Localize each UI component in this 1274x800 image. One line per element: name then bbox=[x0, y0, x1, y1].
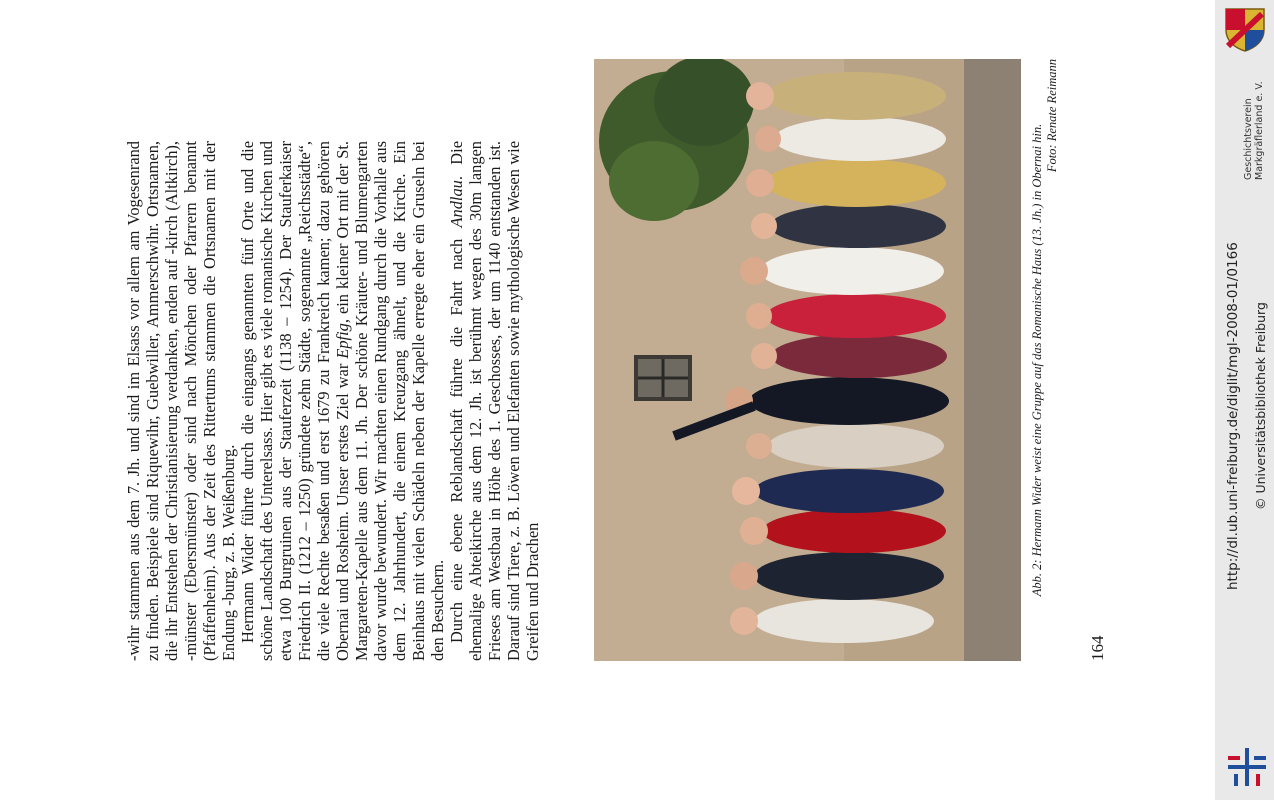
permalink-url[interactable]: http://dl.ub.uni-freiburg.de/diglit/mgl-2008-01/0166 bbox=[1225, 242, 1241, 590]
paragraph-epfig-details: , ein kleiner Ort mit der St. Margareten-Kapelle aus dem 11. Jh. Der schöne Kräuter- und Blumengarten davor wurde bewundert. Wir machten einen Rundgang durch die Vorhalle aus dem 12. Jahrhundert, die einem Kreuzgang ähnelt, und die Kirche. Ein Beinhaus mit vielen Schädeln neben der Kapelle erregte eher ein Gruseln bei den Besuchern. bbox=[333, 141, 447, 661]
coat-of-arms-icon bbox=[1222, 6, 1268, 52]
society-line-2: Markgräflerland e. V. bbox=[1254, 81, 1265, 180]
figure-caption bbox=[1030, 59, 1060, 661]
society-line-1: Geschichtsverein bbox=[1243, 98, 1254, 180]
paragraph-tour-intro: Hermann Wider führte durch die eingangs genannten fünf Orte und die schöne Landschaft des Unterelsass. Hier gibt es viele romanische Kirchen und etwa 100 Burgruinen aus der Stauferzeit (1138 – 1254). Der Stauferkaiser Friedrich II. (1212 – 1250) gründete zehn Städte, sogenannte „Reichsstädte“, die viele Rechte besaßen und erst 1679 zu Frankreich kamen; dazu gehören Obernai und Rosheim. Unser erstes Ziel war bbox=[238, 141, 352, 661]
paragraph-tour-epfig bbox=[238, 141, 447, 661]
place-epfig: Epfig bbox=[333, 323, 352, 359]
society-name bbox=[1243, 81, 1265, 180]
paragraph-andlau bbox=[447, 141, 542, 661]
group-photo-illustration bbox=[594, 59, 1021, 661]
group-photo bbox=[594, 59, 1021, 661]
body-text bbox=[124, 141, 542, 661]
page-number: 164 bbox=[1088, 635, 1107, 661]
paragraph-andlau-intro: Durch eine ebene Reblandschaft führte die Fahrt nach bbox=[447, 238, 466, 643]
caption-text: Abb. 2: Hermann Wider weist eine Gruppe auf das Romanische Haus (13. Jh.) in Obernai hin. bbox=[1030, 123, 1044, 597]
ub-freiburg-logo-icon bbox=[1224, 744, 1270, 790]
photo-credit: Foto: Renate Reimann bbox=[1045, 59, 1059, 173]
paragraph-place-names: -wihr stammen aus dem 7. Jh. und sind im Elsass vor allem am Vogesenrand zu finden. Beispiele sind Riquewihr, Guebwiller, Ammerschwihr. Ortsnamen, die ihr Entstehen der Christianisierung verdanken, enden auf -kirch (Altkirch), -münster (Ebersmünster) oder sind nach Mönchen oder Pfarrern benannt (Pfaffenheim). Aus der Zeit des Rittertums stammen die Ortsnamen mit der Endung -burg, z. B. Weißenburg. bbox=[124, 141, 238, 661]
copyright-notice: © Universitätsbibliothek Freiburg bbox=[1253, 302, 1268, 510]
place-andlau: Andlau bbox=[447, 180, 466, 228]
paragraph-andlau-details: . Die ehemalige Abteikirche aus dem 12. Jh. ist berühmt wegen des 30m langen Frieses am Westbau in Höhe des 1. Geschosses, der um 1140 entstanden ist. Darauf sind Tiere, z. B. Löwen und Elefanten sowie mythologische Wesen wie Greifen und Drachen bbox=[447, 141, 542, 661]
